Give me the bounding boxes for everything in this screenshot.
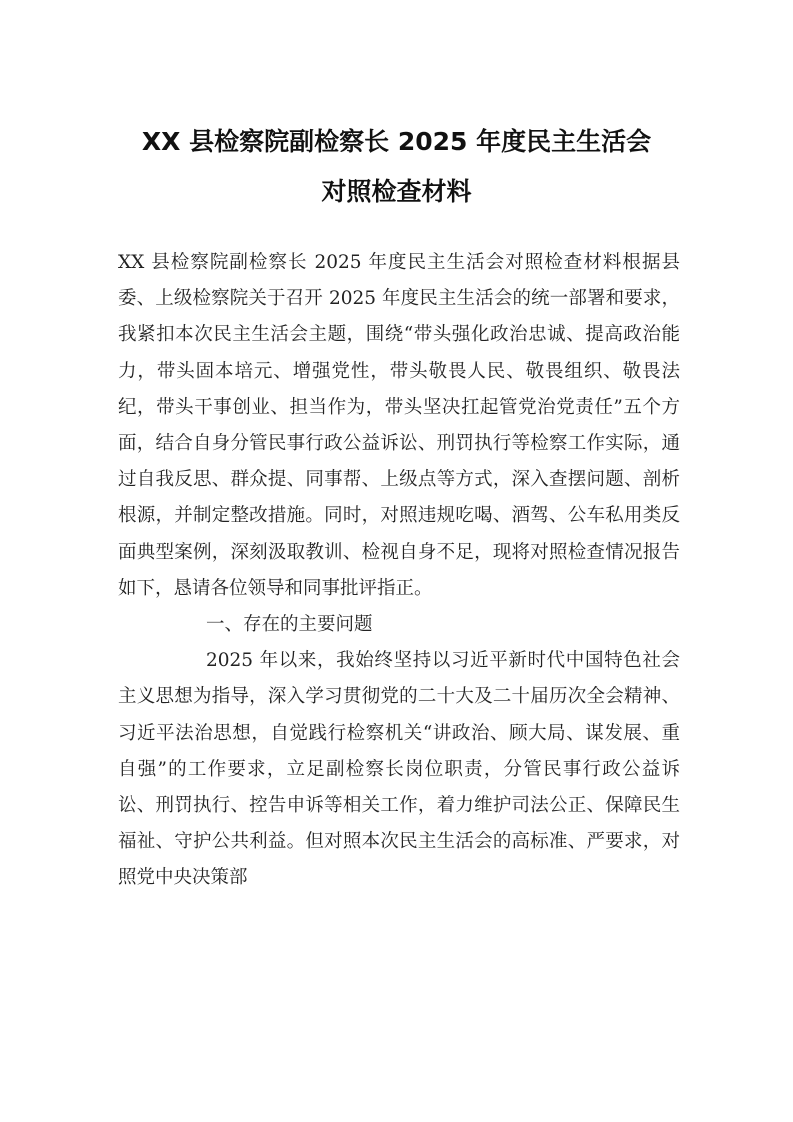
paragraph-intro: XX 县检察院副检察长 2025 年度民主生活会对照检查材料根据县委、上级检察院关于召开 2025 年度民主生活会的统一部署和要求，我紧扣本次民主生活会主题，围绕“带头强化政治忠诚、提高政治能力，带头固本培元、增强党性，带头敬畏人民、敬畏组织、敬畏法纪，带头干事创业、担当作为，带头坚决扛起管党治党责任”五个方面，结合自身分管民事行政公益诉讼、刑罚执行等检察工作实际，通过自我反思、群众提、同事帮、上级点等方式，深入查摆问题、剖析根源，并制定整改措施。同时，对照违规吃喝、酒驾、公车私用类反面典型案例，深刻汲取教训、检视自身不足，现将对照检查情况报告如下，恳请各位领导和同事批评指正。 — [118, 252, 680, 599]
document-title-line2: 对照检查材料 — [321, 177, 472, 206]
paragraph-problems: 2025 年以来，我始终坚持以习近平新时代中国特色社会主义思想为指导，深入学习贯彻党的二十大及二十届历次全会精神、习近平法治思想，自觉践行检察机关“讲政治、顾大局、谋发展、重自强”的工作要求，立足副检察长岗位职责，分管民事行政公益诉讼、刑罚执行、控告申诉等相关工作，着力维护司法公正、保障民生福祉、守护公共利益。但对照本次民主生活会的高标准、严要求，对照党中央决策部 — [118, 650, 680, 889]
document-body — [118, 245, 680, 897]
section-heading-problems: 一、存在的主要问题 — [206, 614, 373, 636]
document-title-line1: XX 县检察院副检察长 2025 年度民主生活会 — [141, 127, 652, 156]
